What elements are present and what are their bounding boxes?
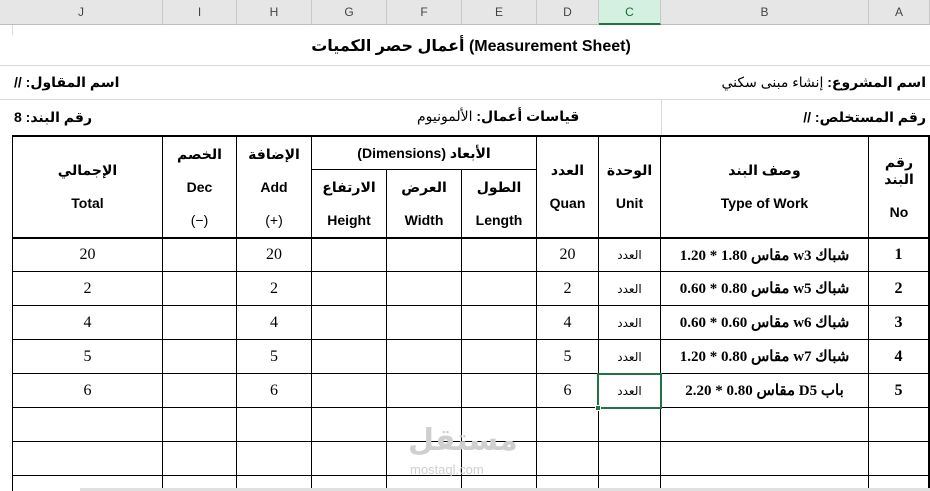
header-hei-ar: الارتفاع xyxy=(322,178,376,195)
project-value: إنشاء مبنى سكني xyxy=(721,74,824,90)
watermark-url: mostaql.com xyxy=(410,462,484,477)
header-length xyxy=(462,170,536,237)
header-unit-en: Unit xyxy=(615,195,644,211)
contractor-cell[interactable] xyxy=(14,74,119,91)
cell-unit[interactable]: العدد xyxy=(617,349,642,364)
cell-total[interactable]: 6 xyxy=(83,381,92,399)
header-add-sym: (+) xyxy=(265,211,283,228)
column-letter: C xyxy=(625,4,634,19)
header-height xyxy=(312,170,386,237)
cell-description[interactable]: شباك w3 مقاس 1.80 * 1.20 xyxy=(679,247,850,264)
header-total xyxy=(13,137,162,237)
cell-add[interactable]: 4 xyxy=(270,313,278,331)
column-letter: I xyxy=(197,5,202,19)
header-tot-en: Total xyxy=(71,195,104,211)
cell-description[interactable]: باب D5 مقاس 0.80 * 2.20 xyxy=(685,383,844,399)
column-header-f[interactable] xyxy=(387,0,462,25)
cell-no[interactable]: 4 xyxy=(894,347,903,365)
header-no-ar: رقم البند xyxy=(884,153,914,187)
cell-total[interactable]: 5 xyxy=(83,347,92,365)
header-add-ar: الإضافة xyxy=(248,145,300,162)
cell-quantity[interactable]: 5 xyxy=(563,347,572,365)
column-letter: E xyxy=(494,5,503,19)
sheet-title-text: أعمال حصر الكميات (Measurement Sheet) xyxy=(311,38,631,55)
column-header-j[interactable] xyxy=(0,0,163,25)
cell-total[interactable]: 4 xyxy=(83,313,92,331)
header-no xyxy=(869,137,929,237)
item-number-cell[interactable] xyxy=(14,109,92,126)
cell-total[interactable]: 20 xyxy=(79,246,96,263)
item-label: رقم البند: 8 xyxy=(14,109,93,125)
column-letter: H xyxy=(269,5,279,19)
works-cell[interactable] xyxy=(417,108,579,125)
header-qty-ar: العدد xyxy=(550,162,585,178)
header-add-en: Add xyxy=(260,178,288,195)
cell-add[interactable]: 5 xyxy=(270,347,278,365)
cell-total[interactable]: 2 xyxy=(83,279,92,297)
contractor-label: اسم المقاول: // xyxy=(14,74,120,90)
project-label: اسم المشروع: xyxy=(827,74,926,90)
header-dec-sym: (−) xyxy=(190,211,209,228)
column-letter: D xyxy=(563,5,572,19)
cell-no[interactable]: 5 xyxy=(894,381,903,399)
watermark-logo: مستقل xyxy=(408,424,518,457)
header-dimensions xyxy=(312,137,536,169)
cell-add[interactable]: 2 xyxy=(270,279,278,297)
project-name-cell[interactable] xyxy=(721,74,926,91)
column-letter: B xyxy=(760,5,769,19)
cell-no[interactable]: 2 xyxy=(894,279,903,297)
works-value: الألمونيوم xyxy=(417,108,473,124)
cell-description[interactable]: شباك w7 مقاس 0.80 * 1.20 xyxy=(679,349,850,365)
column-header-h[interactable] xyxy=(237,0,312,25)
cell-unit[interactable]: العدد xyxy=(617,383,642,398)
table-border xyxy=(12,407,930,408)
column-letter: J xyxy=(78,5,84,19)
cell-add[interactable]: 6 xyxy=(270,381,278,399)
cell-quantity[interactable]: 6 xyxy=(563,381,572,399)
grid-line xyxy=(661,99,662,135)
cell-description[interactable]: شباك w6 مقاس 0.60 * 0.60 xyxy=(679,315,850,331)
header-desc-ar: وصف البند xyxy=(728,162,801,178)
header-dec-ar: الخصم xyxy=(177,145,222,162)
header-description xyxy=(661,137,868,237)
fill-handle[interactable] xyxy=(595,405,601,411)
header-hei-en: Height xyxy=(327,211,371,228)
cell-quantity[interactable]: 4 xyxy=(563,313,572,331)
column-letter: A xyxy=(894,5,903,19)
column-header-e[interactable] xyxy=(462,0,537,25)
grid-line xyxy=(0,99,930,100)
column-letter: F xyxy=(420,5,428,19)
active-cell-selection[interactable] xyxy=(597,373,662,409)
cell-quantity[interactable]: 20 xyxy=(559,246,576,263)
column-header-d[interactable] xyxy=(537,0,599,25)
header-wid-en: Width xyxy=(404,211,444,228)
column-header-a[interactable] xyxy=(869,0,930,25)
header-len-ar: الطول xyxy=(476,178,522,195)
extract-label: رقم المستخلص: // xyxy=(803,109,926,125)
header-unit-ar: الوحدة xyxy=(606,162,653,178)
cell-no[interactable]: 3 xyxy=(894,313,903,331)
header-dec xyxy=(163,137,236,237)
header-wid-ar: العرض xyxy=(401,178,447,195)
cell-description[interactable]: شباك w5 مقاس 0.80 * 0.60 xyxy=(679,281,850,297)
column-letter: G xyxy=(344,5,354,19)
header-qty-en: Quan xyxy=(549,195,586,211)
header-unit xyxy=(599,137,660,237)
cell-unit[interactable]: العدد xyxy=(617,248,642,262)
cell-unit[interactable]: العدد xyxy=(617,315,642,330)
works-label: قياسات أعمال: xyxy=(476,108,580,124)
header-desc-en: Type of Work xyxy=(720,195,809,211)
cell-no[interactable]: 1 xyxy=(894,246,903,263)
header-no-en: No xyxy=(889,203,909,220)
cell-quantity[interactable]: 2 xyxy=(563,279,572,297)
header-len-en: Length xyxy=(475,211,523,228)
extract-number-cell[interactable] xyxy=(803,109,926,126)
header-add xyxy=(237,137,311,237)
header-dec-en: Dec xyxy=(186,178,213,195)
header-width xyxy=(387,170,461,237)
column-header-i[interactable] xyxy=(163,0,237,25)
grid-line xyxy=(0,65,930,66)
cell-unit[interactable]: العدد xyxy=(617,281,642,296)
cell-add[interactable]: 20 xyxy=(266,246,282,263)
column-header-b[interactable] xyxy=(661,0,869,25)
sheet-title[interactable] xyxy=(12,28,930,64)
column-header-g[interactable] xyxy=(312,0,387,25)
header-tot-ar: الإجمالي xyxy=(57,162,118,178)
header-dims-text: الأبعاد (Dimensions) xyxy=(357,144,491,161)
column-header-c[interactable] xyxy=(599,0,661,25)
header-quantity xyxy=(537,137,598,237)
